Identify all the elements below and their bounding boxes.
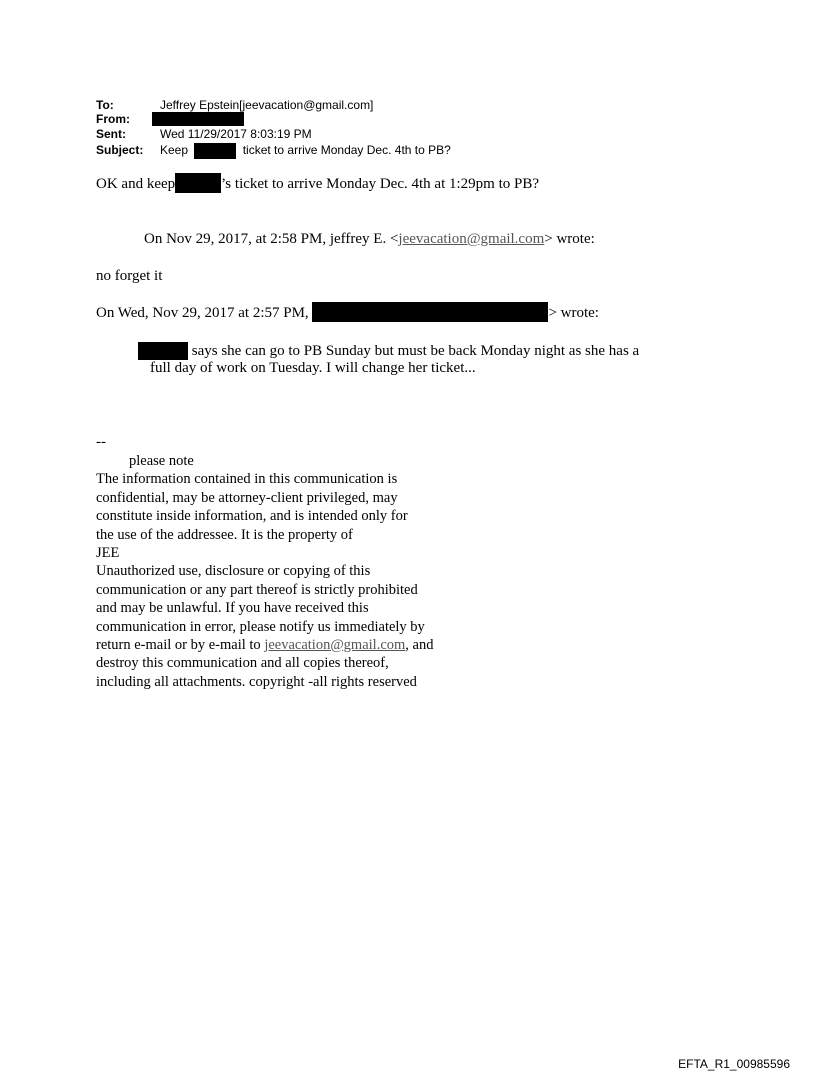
- notice-line: constitute inside information, and is intended only for: [96, 508, 408, 525]
- notice-line: Unauthorized use, disclosure or copying of this: [96, 563, 371, 580]
- signature-separator: --: [96, 434, 106, 450]
- redaction-bar: [152, 112, 244, 126]
- to-value: Jeffrey Epstein[jeevacation@gmail.com]: [160, 98, 374, 112]
- subject-suffix: ticket to arrive Monday Dec. 4th to PB?: [242, 143, 451, 158]
- reply-text: no forget it: [96, 268, 163, 284]
- notice-line: return e-mail or by e-mail to jeevacation@gmail.com, and: [96, 636, 434, 653]
- confidentiality-notice: [96, 452, 433, 691]
- notice-line: communication or any part thereof is strictly prohibited: [96, 581, 418, 598]
- sent-value: Wed 11/29/2017 8:03:19 PM: [160, 127, 312, 141]
- quoted-text: full day of work on Tuesday. I will change her ticket...: [150, 360, 476, 376]
- message-line: OK and keep ’s ticket to arrive Monday Dec. 4th at 1:29pm to PB?: [96, 175, 539, 193]
- quote-header: On Nov 29, 2017, at 2:58 PM, jeffrey E. <jeevacation@gmail.com> wrote:: [144, 231, 595, 247]
- subject-label: Subject:: [96, 143, 144, 157]
- redaction-bar: [175, 173, 221, 193]
- notice-line: JEE: [96, 544, 120, 561]
- quote-header: On Wed, Nov 29, 2017 at 2:57 PM, > wrote:: [96, 304, 599, 322]
- redaction-bar: [138, 342, 188, 360]
- to-label: To:: [96, 98, 114, 112]
- document-id: EFTA_R1_00985596: [678, 1057, 790, 1071]
- notice-heading: please note: [129, 453, 194, 469]
- notice-line: communication in error, please notify us immediately by: [96, 618, 425, 635]
- sent-label: Sent:: [96, 127, 126, 141]
- subject-prefix: Keep: [160, 143, 189, 158]
- notice-line: The information contained in this communication is: [96, 471, 398, 488]
- redaction-bar: [312, 302, 548, 322]
- quoted-text: says she can go to PB Sunday but must be back Monday night as she has a: [138, 342, 639, 360]
- notice-line: confidential, may be attorney-client privileged, may: [96, 489, 398, 506]
- from-label: From:: [96, 112, 130, 126]
- notice-line: destroy this communication and all copies thereof,: [96, 655, 389, 672]
- notice-line: and may be unlawful. If you have received this: [96, 600, 369, 617]
- notice-line: the use of the addressee. It is the property of: [96, 526, 353, 543]
- notice-line: including all attachments. copyright -all rights reserved: [96, 673, 417, 690]
- redaction-bar: [194, 143, 236, 159]
- email-link[interactable]: jeevacation@gmail.com: [264, 636, 406, 653]
- email-link[interactable]: jeevacation@gmail.com: [398, 231, 545, 247]
